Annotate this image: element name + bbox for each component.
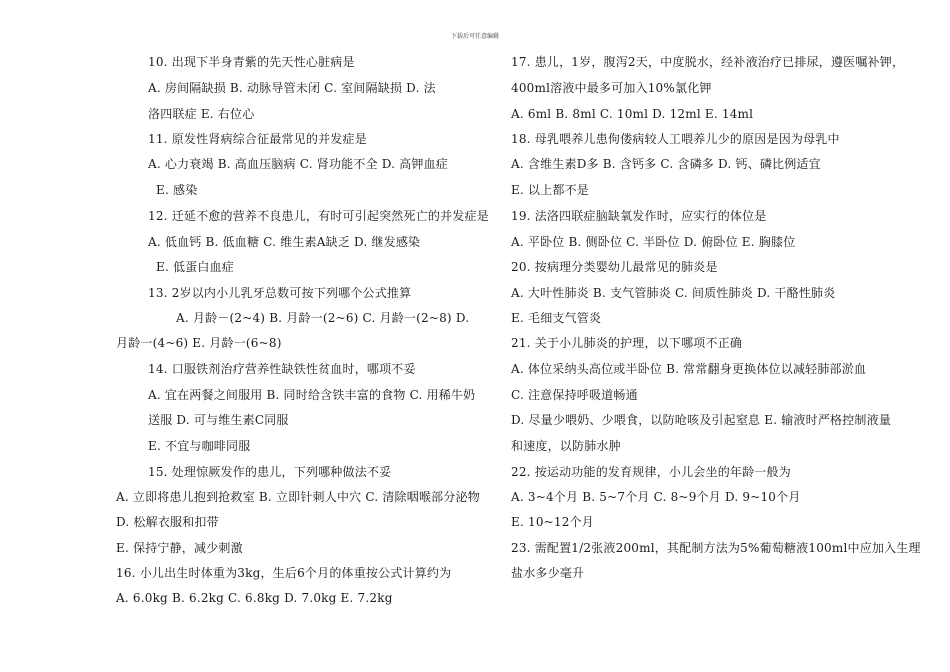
text-line: A. 平卧位 B. 侧卧位 C. 半卧位 D. 俯卧位 E. 胸膝位 [511, 235, 796, 249]
text-line: 洛四联症 E. 右位心 [148, 107, 255, 121]
text-line: D. 松解衣服和扣带 [116, 515, 219, 529]
text-line: 和速度，以防肺水肿 [511, 439, 621, 453]
text-line: 盐水多少毫升 [511, 566, 585, 580]
text-line: A. 6.0kg B. 6.2kg C. 6.8kg D. 7.0kg E. 7.2kg [116, 591, 393, 605]
text-line: 送服 D. 可与维生素C同服 [148, 413, 289, 427]
text-line: 13. 2岁以内小儿乳牙总数可按下列哪个公式推算 [148, 286, 412, 300]
text-line: 22. 按运动功能的发育规律，小儿会坐的年龄一般为 [511, 465, 791, 479]
text-line: A. 大叶性肺炎 B. 支气管肺炎 C. 间质性肺炎 D. 干酪性肺炎 [511, 286, 836, 300]
text-line: C. 注意保持呼吸道畅通 [511, 388, 638, 402]
text-line: A. 立即将患儿抱到抢救室 B. 立即针刺人中穴 C. 清除咽喉部分泌物 [116, 490, 480, 504]
text-line: E. 低蛋白血症 [156, 260, 234, 274]
text-line: A. 宜在两餐之间服用 B. 同时给含铁丰富的食物 C. 用稀牛奶 [148, 388, 476, 402]
text-line: D. 尽量少喂奶、少喂食，以防呛咳及引起窒息 E. 输液时严格控制液量 [511, 413, 892, 427]
text-line: 14. 口服铁剂治疗营养性缺铁性贫血时，哪项不妥 [148, 362, 416, 376]
text-line: E. 以上都不是 [511, 183, 589, 197]
text-line: 23. 需配置1/2张液200ml，其配制方法为5%葡萄糖液100ml中应加入生理 [511, 541, 921, 555]
text-line: 400ml溶液中最多可加入10%氯化钾 [511, 81, 712, 95]
text-line: E. 毛细支气管炎 [511, 311, 602, 325]
text-line: 12. 迁延不愈的营养不良患儿，有时可引起突然死亡的并发症是 [148, 209, 489, 223]
text-line: A. 低血钙 B. 低血糖 C. 维生素A缺乏 D. 继发感染 [148, 235, 421, 249]
text-line: A. 6ml B. 8ml C. 10ml D. 12ml E. 14ml [511, 107, 754, 121]
text-line: A. 3~4个月 B. 5~7个月 C. 8~9个月 D. 9~10个月 [511, 490, 801, 504]
text-line: A. 心力衰竭 B. 高血压脑病 C. 肾功能不全 D. 高钾血症 [148, 157, 448, 171]
page-header: 下载后可任意编辑 [450, 33, 499, 40]
text-line: 15. 处理惊厥发作的患儿，下列哪种做法不妥 [148, 465, 392, 479]
text-line: 11. 原发性肾病综合征最常见的并发症是 [148, 132, 367, 146]
text-line: 20. 按病理分类婴幼儿最常见的肺炎是 [511, 260, 718, 274]
text-line: 10. 出现下半身青紫的先天性心脏病是 [148, 55, 355, 69]
text-line: A. 体位采纳头高位或半卧位 B. 常常翻身更换体位以减轻肺部淤血 [511, 362, 867, 376]
text-line: 21. 关于小儿肺炎的护理，以下哪项不正确 [511, 336, 743, 350]
text-line: E. 保持宁静，减少刺激 [116, 541, 243, 555]
text-line: 18. 母乳喂养儿患佝偻病较人工喂养儿少的原因是因为母乳中 [511, 132, 840, 146]
text-line: 17. 患儿，1岁，腹泻2天，中度脱水，经补液治疗已排尿，遵医嘱补钾， [511, 55, 905, 69]
text-line: A. 含维生素D多 B. 含钙多 C. 含磷多 D. 钙、磷比例适宜 [511, 157, 821, 171]
text-line: E. 感染 [156, 183, 198, 197]
text-line: E. 10~12个月 [511, 515, 594, 529]
text-line: 19. 法洛四联症脑缺氧发作时，应实行的体位是 [511, 209, 767, 223]
text-line: A. 月龄－(2~4) B. 月龄一(2~6) C. 月龄一(2~8) D. [176, 311, 470, 325]
text-line: A. 房间隔缺损 B. 动脉导管未闭 C. 室间隔缺损 D. 法 [148, 81, 436, 95]
text-line: E. 不宜与咖啡同服 [148, 439, 251, 453]
text-line: 16. 小儿出生时体重为3kg，生后6个月的体重按公式计算约为 [116, 566, 452, 580]
text-line: 月龄一(4~6) E. 月龄一(6~8) [116, 336, 282, 350]
